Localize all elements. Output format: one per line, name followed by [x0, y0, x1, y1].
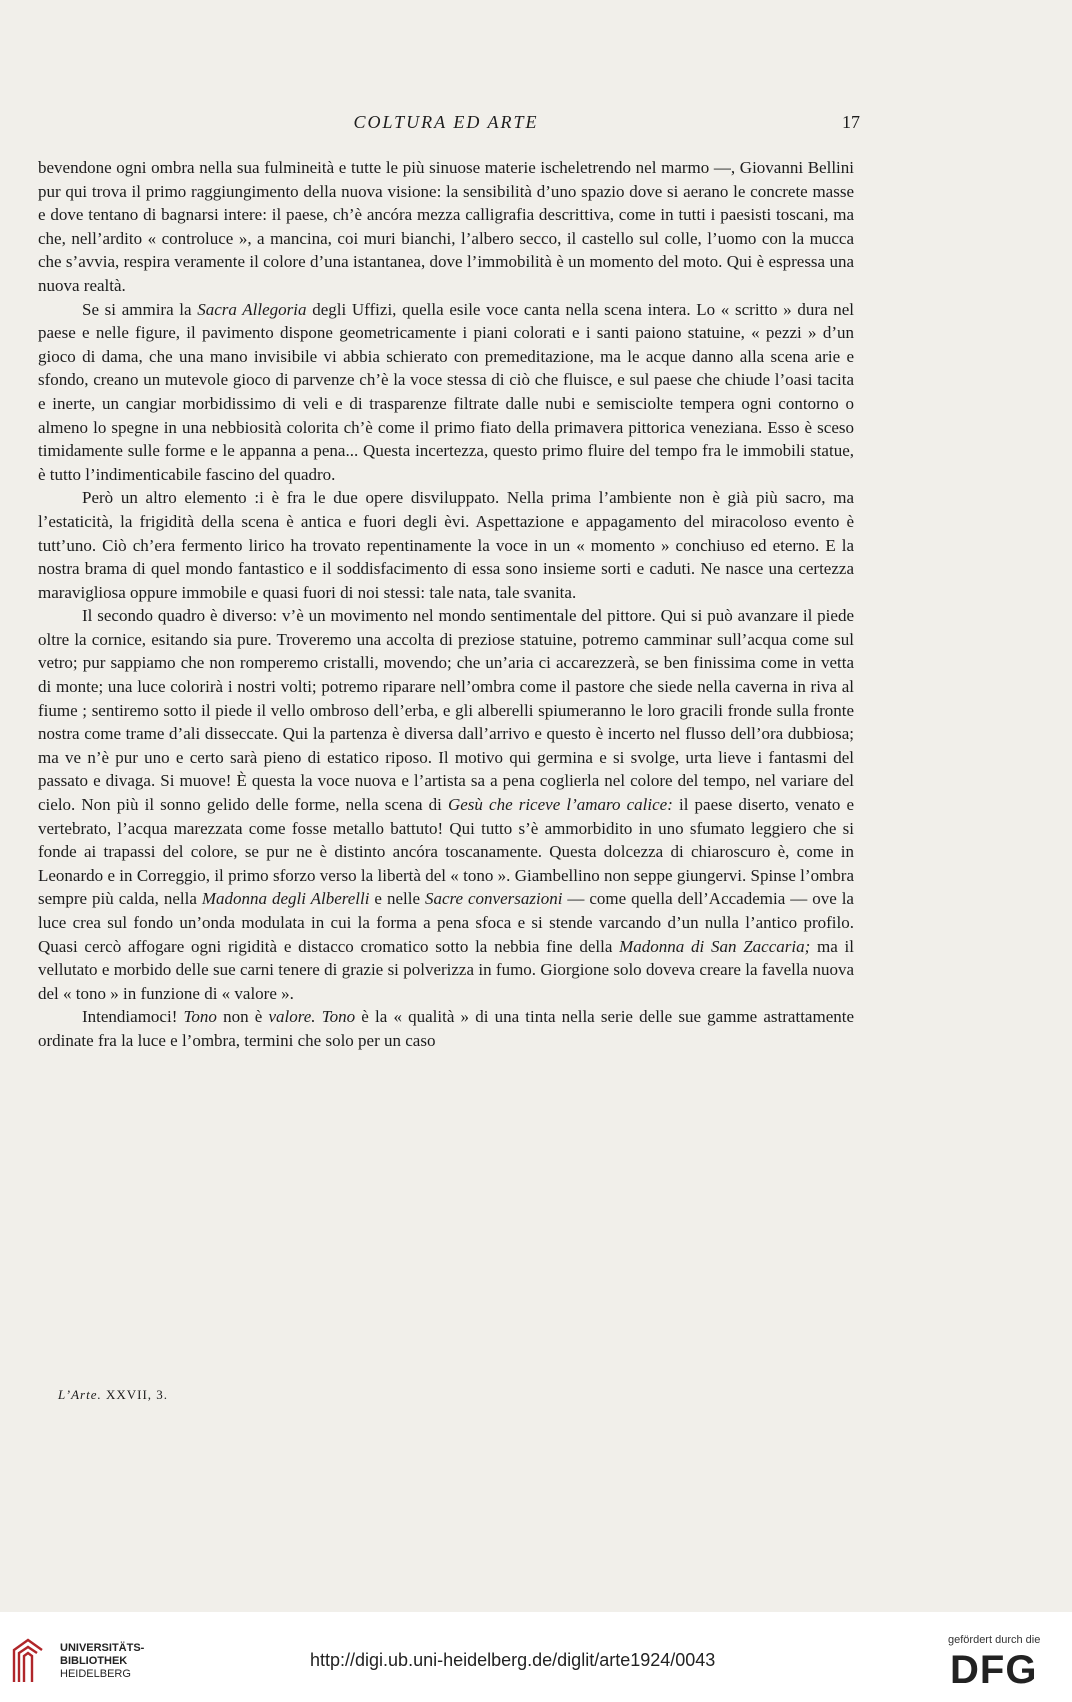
- signature-mark: [58, 1387, 168, 1403]
- text-run: bevendone ogni ombra nella sua fulmineità e tutte le più sinuose materie ischeletrendo nel marmo —, Giovanni Bellini pur qui trova il primo raggiungimento della nuova visione: la sensibilità d’uno spazio dove si aerano le concrete masse e dove tentano di bagnarsi intere: il paese, ch’è ancóra mezza calligrafia descrittiva, come in tutti i paesisti toscani, ma che, nell’ardito « controluce », a mancina, coi muri bianchi, l’albero secco, il castello sul colle, l’uomo con la mucca che s’avvia, respira veramente il colore d’una istantanea, dove l’immobilità è un momento del moto. Qui è espressa una nuova realtà.: [38, 158, 854, 295]
- text-run: è la « qualità » di una tinta nella serie delle sue gamme astrattamente ordinate fra la luce e l’ombra, termini che solo per un caso: [38, 1007, 855, 1050]
- signature-volume: XXVII, 3.: [105, 1387, 169, 1402]
- library-logo-icon: [10, 1636, 46, 1686]
- text-run: — come quella dell’Accademia — ove la luce crea sul fondo un’onda modulata in cui la forma a pena sfoca e si stende varcando d’un nulla l’antico profilo. Quasi cercò affogare ogni rigidità e distacco cromatico sotto la nebbia fine della: [38, 889, 854, 956]
- text-run: ma il vellutato e morbido delle sue carni tenere di grazie si polverizza in fumo. Giorgione solo doveva creare la favella nuova del « tono » in funzione di « valore ».: [38, 936, 854, 1003]
- text-run: Il secondo quadro è diverso: v’è un movimento nel mondo sentimentale del pittore. Qui si può avanzare il piede oltre la cornice, esitando sia pure. Troveremo una accolta di preziose statuine, potremo camminar sull’acqua come sul vetro; pur sappiamo che non romperemo cristalli, movendo; che un’aria ci accarezzerà, se ben finissima come in vetta di monte; una luce colorirà i nostri volti; potremo riparare nell’ombra come il pastore che siede nella caverna in riva al fiume ; sentiremo sotto il piede il vello ombroso dell’erba, e gli alberelli spiumeranno le loro gracili fronde sulla fronte nostra come trame d’ali disseccate. Qui la partenza è diversa dall’arrivo e questo è incerto nel flusso dell’ora dubbiosa; ma ve n’è pur uno e certo sarà pieno di estatico riposo. Il motivo qui germina e si svolge, urta lieve i fantasmi del passato e divaga. Si muove! È questa la voce nuova e l’artista sa a pena coglierla nel colore del tempo, nel variare del cielo. Non più il sonno gelido delle forme, nella scena di: [38, 606, 854, 815]
- text-run: il paese diserto, venato e vertebrato, l’acqua marezzata come fosse metallo battuto! Qui tutto s’è ammorbidito in uno sfumato leggiero che si fonde ai trapassi del colore, se pur ne è distinto ancóra toscanamente. Questa dolcezza di chiaroscuro è, come in Leonardo e in Correggio, il primo sforzo verso la libertà del « tono ». Giambellino non seppe giungervi. Spinse l’ombra sempre più calda, nella: [38, 795, 854, 909]
- dfg-logo: DFG: [950, 1648, 1038, 1692]
- paragraph: [38, 156, 854, 298]
- body-text: [38, 156, 854, 1053]
- italic-title: Gesù che riceve l’amaro calice:: [447, 795, 673, 815]
- library-name-line: UNIVERSITÄTS-: [60, 1642, 145, 1654]
- text-run: Intendiamoci!: [82, 1007, 184, 1027]
- text-run: degli Uffizi, quella esile voce canta nella scena intera. Lo « scritto » dura nel paese e nelle figure, il pavimento dispone geometricamente i piani colorati e i santi paiono statuine, « pezzi » d’un gioco di dama, che una mano invisibile vi abbia schierato con premeditazione, ma le acque danno alla scena arie e sfondo, creano un mutevole gioco di parvenze ch’è la voce stessa di ciò che fluisce, e sul paese che chiude l’oasi tacita e inerte, un cangiar morbidissimo di veli e di trasparenze filtrate dalle nubi e semisciolte tempera ogni contorno o almeno lo spegne in una nebbiosità colorita ch’è come il primo fiato della primavera pittorica veneziana. Esso è sceso timidamente sulle forme e le appanna a pena... Questa incertezza, questo primo fluire del tempo fra le immobili statue, è tutto l’indimenticabile fascino del quadro.: [38, 299, 855, 484]
- signature-journal: L’Arte.: [58, 1387, 102, 1402]
- paragraph: [38, 1005, 854, 1052]
- paragraph: [38, 298, 854, 487]
- text-run: e nelle: [369, 889, 425, 909]
- library-name: [60, 1642, 144, 1681]
- italic-title: valore.: [268, 1007, 316, 1027]
- text-run: Se si ammira la: [82, 299, 198, 319]
- paragraph: [38, 604, 854, 1005]
- italic-title: Madonna degli Alberelli: [201, 889, 370, 909]
- text-run: Però un altro elemento :i è fra le due opere disviluppato. Nella prima l’ambiente non è già più sacro, ma l’estaticità, la frigidità della scena è antica e fuori degli èvi. Aspettazione e appagamento del miracoloso evento è tutt’uno. Ciò ch’era fermento lirico ha trovato repentinamente la voce in un « momento » conchiuso ed eterno. E la nostra brama di quel mondo fantastico e il soddisfacimento di essa sono insieme sorti e caduti. Ne nasce una certezza maravigliosa oppure immobile e quasi fuori di noi stessi: tale nata, tale svanita.: [38, 488, 854, 602]
- italic-title: Tono: [183, 1007, 217, 1027]
- text-run: non è: [216, 1007, 269, 1027]
- library-name-line: HEIDELBERG: [60, 1668, 131, 1680]
- funded-by-text: gefördert durch die: [948, 1634, 1041, 1646]
- italic-title: Sacra Allegoria: [197, 299, 307, 319]
- library-name-line: BIBLIOTHEK: [60, 1655, 128, 1667]
- permalink-url[interactable]: http://digi.ub.uni-heidelberg.de/diglit/arte1924/0043: [310, 1650, 716, 1670]
- italic-title: Tono: [321, 1007, 356, 1027]
- italic-title: Madonna di San Zaccaria;: [619, 936, 811, 956]
- italic-title: Sacre conversazioni: [424, 889, 563, 909]
- running-head: [36, 110, 860, 140]
- paragraph: [38, 486, 854, 604]
- running-title: COLTURA ED ARTE: [353, 112, 539, 132]
- footer-bar: [0, 1620, 1072, 1702]
- page-number: 17: [842, 112, 860, 132]
